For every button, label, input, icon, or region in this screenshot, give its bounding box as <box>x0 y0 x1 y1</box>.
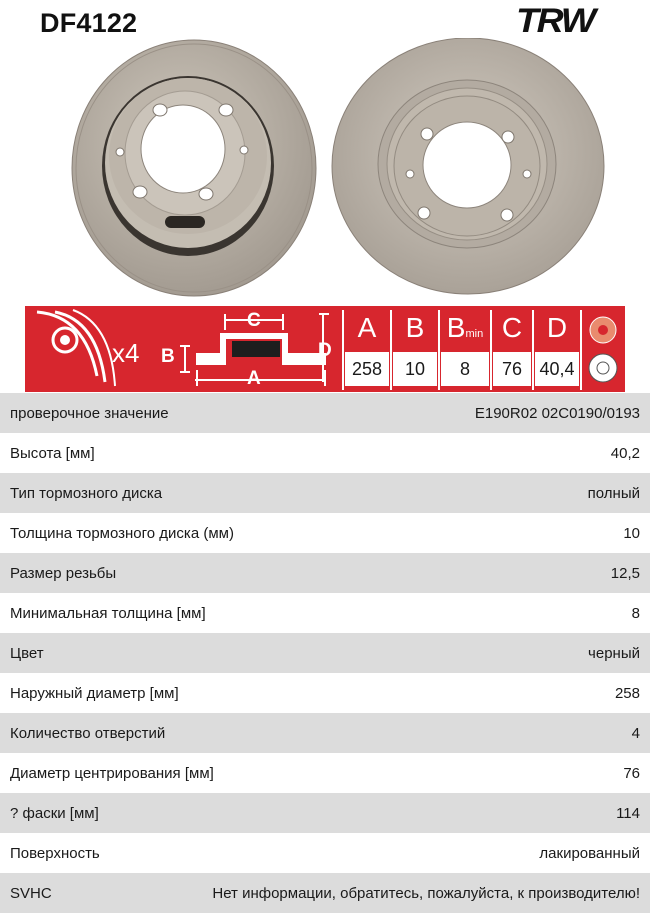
spec-value: 40,4 <box>535 352 579 386</box>
table-row <box>0 713 650 753</box>
row-label: Тип тормозного диска <box>10 484 163 502</box>
row-value: 258 <box>614 684 640 702</box>
spec-column-c <box>493 306 531 392</box>
row-label: Диаметр центрирования [мм] <box>10 764 214 782</box>
row-value: Нет информации, обратитесь, пожалуйста, к производителю! <box>212 884 640 902</box>
table-row <box>0 553 650 593</box>
table-row <box>0 633 650 673</box>
dim-label-a: A <box>247 368 261 389</box>
disc-thumbnail-icons <box>589 317 617 382</box>
spec-column-d <box>535 306 579 392</box>
table-row <box>0 793 650 833</box>
row-label: SVHC <box>10 884 52 902</box>
dim-label-c: C <box>247 310 261 331</box>
row-label: Наружный диаметр [мм] <box>10 684 179 702</box>
properties-table <box>0 393 650 913</box>
spec-column-bmin <box>441 306 489 392</box>
table-row <box>0 593 650 633</box>
spec-head: A <box>357 312 377 343</box>
row-value: 114 <box>616 804 640 822</box>
table-row <box>0 753 650 793</box>
row-label: ? фаски [мм] <box>10 804 99 822</box>
spec-head-letter: B <box>446 312 466 343</box>
holes-count-label: x4 <box>112 338 140 368</box>
table-row <box>0 673 650 713</box>
product-code: DF4122 <box>40 8 138 38</box>
row-value: 12,5 <box>610 564 640 582</box>
row-value: 40,2 <box>610 444 640 462</box>
row-label: Толщина тормозного диска (мм) <box>10 524 234 542</box>
dim-label-b: B <box>161 346 175 367</box>
row-label: проверочное значение <box>10 404 169 422</box>
table-row <box>0 473 650 513</box>
row-label: Поверхность <box>10 844 100 862</box>
dimensions-banner <box>25 306 625 392</box>
table-row <box>0 873 650 913</box>
disc-section-icon <box>37 310 115 386</box>
row-label: Высота [мм] <box>10 444 95 462</box>
row-label: Размер резьбы <box>10 564 117 582</box>
row-value: полный <box>587 484 640 502</box>
row-label: Минимальная толщина [мм] <box>10 604 206 622</box>
spec-column-b <box>393 306 437 392</box>
spec-column-a <box>345 306 389 392</box>
table-row <box>0 513 650 553</box>
spec-value: 10 <box>393 352 437 386</box>
spec-head: C <box>501 312 523 343</box>
row-value: черный <box>588 644 640 662</box>
spec-head <box>441 312 489 344</box>
row-value: 76 <box>623 764 640 782</box>
spec-value: 258 <box>345 352 389 386</box>
row-label: Цвет <box>10 644 44 662</box>
row-value: 4 <box>631 724 640 742</box>
spec-head: B <box>405 312 425 343</box>
row-value: E190R02 02C0190/0193 <box>474 404 640 422</box>
table-row <box>0 393 650 433</box>
row-value: лакированный <box>539 844 640 862</box>
row-value: 8 <box>631 604 640 622</box>
row-label: Количество отверстий <box>10 724 166 742</box>
brake-disc-rear-image <box>330 38 606 300</box>
spec-head-sub: min <box>465 328 484 340</box>
spec-head: D <box>546 312 568 343</box>
brand-logo: TRW <box>516 2 594 40</box>
table-row <box>0 833 650 873</box>
spec-value: 8 <box>441 352 489 386</box>
table-row <box>0 433 650 473</box>
dim-label-d: D <box>318 340 332 361</box>
brake-disc-front-image <box>70 38 322 300</box>
row-value: 10 <box>623 524 640 542</box>
spec-value: 76 <box>493 352 531 386</box>
